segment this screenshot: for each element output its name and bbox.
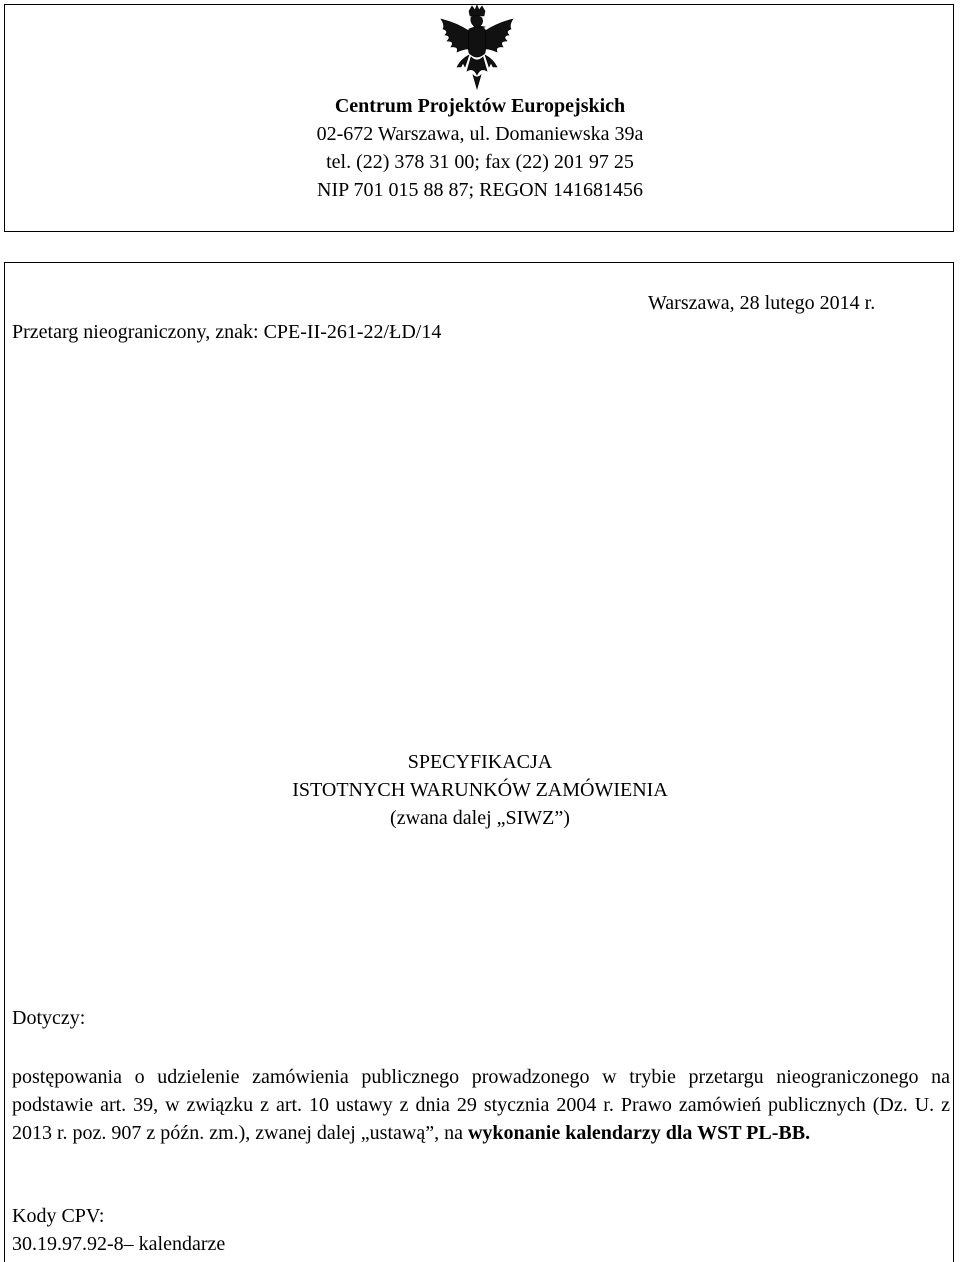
concerns-label: Dotyczy: xyxy=(12,1007,86,1029)
paragraph-main-text: postępowania o udzielenie zamówienia publicznego prowadzonego w trybie przetargu nieograniczonego na podstawie art. 39, w związku z art. 10 ustawy z dnia 29 stycznia 2004 r. Prawo zamówień publicznych (Dz. U. z 2013 r. poz. 907 z późn. zm.), zwanej dalej „ustawą”, na xyxy=(12,1066,950,1144)
cpv-label: Kody CPV: xyxy=(12,1205,105,1227)
organization-header xyxy=(0,92,960,204)
polish-eagle-emblem-icon xyxy=(435,5,519,91)
title-line-1: SPECYFIKACJA xyxy=(407,751,553,773)
organization-ids: NIP 701 015 88 87; REGON 141681456 xyxy=(317,179,643,201)
cpv-value: 30.19.97.92-8– kalendarze xyxy=(12,1233,226,1255)
paragraph-bold-subject: wykonanie kalendarzy dla WST PL-BB xyxy=(467,1122,806,1144)
organization-phone-fax: tel. (22) 378 31 00; fax (22) 201 97 25 xyxy=(326,151,634,173)
organization-address: 02-672 Warszawa, ul. Domaniewska 39a xyxy=(316,123,644,145)
organization-name: Centrum Projektów Europejskich xyxy=(334,95,626,117)
document-title xyxy=(0,748,960,832)
title-line-3: (zwana dalej „SIWZ”) xyxy=(390,807,570,829)
document-date: Warszawa, 28 lutego 2014 r. xyxy=(648,292,876,314)
title-line-2: ISTOTNYCH WARUNKÓW ZAMÓWIENIA xyxy=(292,779,668,801)
tender-reference: Przetarg nieograniczony, znak: CPE-II-261-22/ŁD/14 xyxy=(12,321,442,343)
procedure-paragraph xyxy=(12,1063,950,1147)
paragraph-end: . xyxy=(805,1122,811,1144)
